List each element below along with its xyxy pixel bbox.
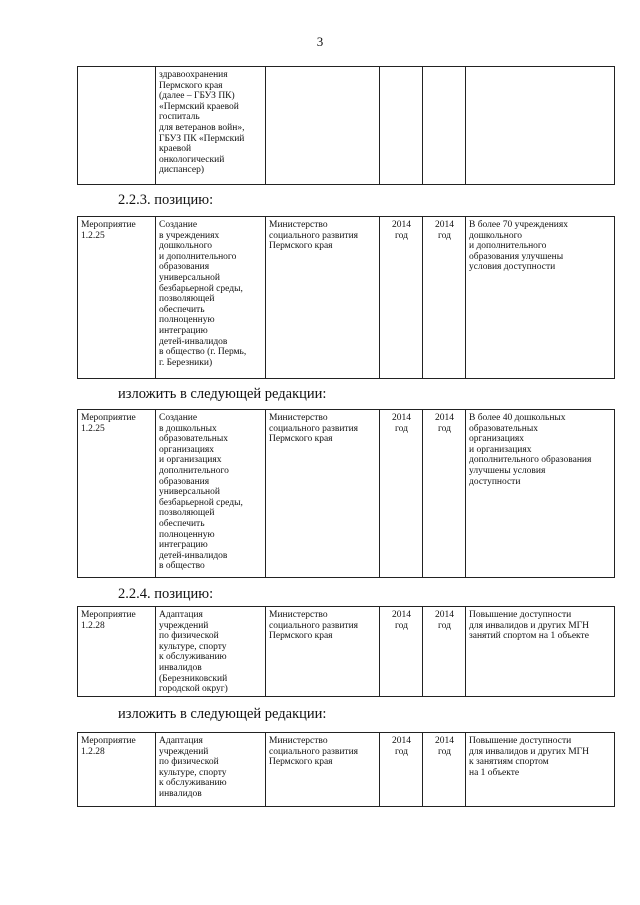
section-heading-223: 2.2.3. позицию: [118, 192, 214, 208]
table-223-new [77, 409, 615, 578]
code-cell: Мероприятие 1.2.28 [78, 733, 156, 807]
org-cell: Министерство социального развития Пермского края [266, 217, 380, 379]
result-cell: Повышение доступности для инвалидов и других МГН к занятиям спортом на 1 объекте [466, 733, 615, 807]
table-row [78, 217, 615, 379]
table-row [78, 67, 615, 185]
year-end-cell: 2014 год [423, 217, 466, 379]
intro-table [77, 66, 615, 185]
org-cell: Министерство социального развития Пермского края [266, 410, 380, 578]
year-end-cell [423, 67, 466, 185]
year-start-cell: 2014 год [380, 410, 423, 578]
desc-cell: Адаптация учреждений по физической культуре, спорту к обслуживанию инвалидов [156, 733, 266, 807]
org-cell: Министерство социального развития Пермского края [266, 733, 380, 807]
section-heading-224: 2.2.4. позицию: [118, 586, 214, 602]
table-row [78, 733, 615, 807]
year-start-cell [380, 67, 423, 185]
year-start-cell: 2014 год [380, 607, 423, 697]
code-cell: Мероприятие 1.2.25 [78, 217, 156, 379]
desc-cell: Адаптация учреждений по физической культуре, спорту к обслуживанию инвалидов (Березниковский городской округ) [156, 607, 266, 697]
desc-cell: Создание в дошкольных образовательных организациях и организациях дополнительного образования универсальной безбарьерной среды, позволяющей обеспечить полноценную интеграцию детей-инвалидов в общество [156, 410, 266, 578]
code-cell [78, 67, 156, 185]
org-cell [266, 67, 380, 185]
desc-cell: Создание в учреждениях дошкольного и дополнительного образования универсальной безбарьерной среды, позволяющей обеспечить полноценную интеграцию детей-инвалидов в общество (г. Пермь, г. Березники) [156, 217, 266, 379]
table-row [78, 410, 615, 578]
desc-cell: здравоохранения Пермского края (далее – ГБУЗ ПК) «Пермский краевой госпиталь для ветеранов войн», ГБУЗ ПК «Пермский краевой онкологический диспансер) [156, 67, 266, 185]
code-cell: Мероприятие 1.2.25 [78, 410, 156, 578]
code-cell: Мероприятие 1.2.28 [78, 607, 156, 697]
result-cell: В более 40 дошкольных образовательных организациях и организациях дополнительного образования улучшены условия доступности [466, 410, 615, 578]
result-cell [466, 67, 615, 185]
table-224-new [77, 732, 615, 807]
edit-heading-223: изложить в следующей редакции: [118, 386, 327, 402]
page-number: 3 [316, 34, 324, 49]
result-cell: В более 70 учреждениях дошкольного и дополнительного образования улучшены условия доступности [466, 217, 615, 379]
result-cell: Повышение доступности для инвалидов и других МГН занятий спортом на 1 объекте [466, 607, 615, 697]
year-end-cell: 2014 год [423, 607, 466, 697]
year-end-cell: 2014 год [423, 733, 466, 807]
year-end-cell: 2014 год [423, 410, 466, 578]
table-224-old [77, 606, 615, 697]
year-start-cell: 2014 год [380, 217, 423, 379]
org-cell: Министерство социального развития Пермского края [266, 607, 380, 697]
year-start-cell: 2014 год [380, 733, 423, 807]
table-223-old [77, 216, 615, 379]
table-row [78, 607, 615, 697]
edit-heading-224: изложить в следующей редакции: [118, 706, 327, 722]
